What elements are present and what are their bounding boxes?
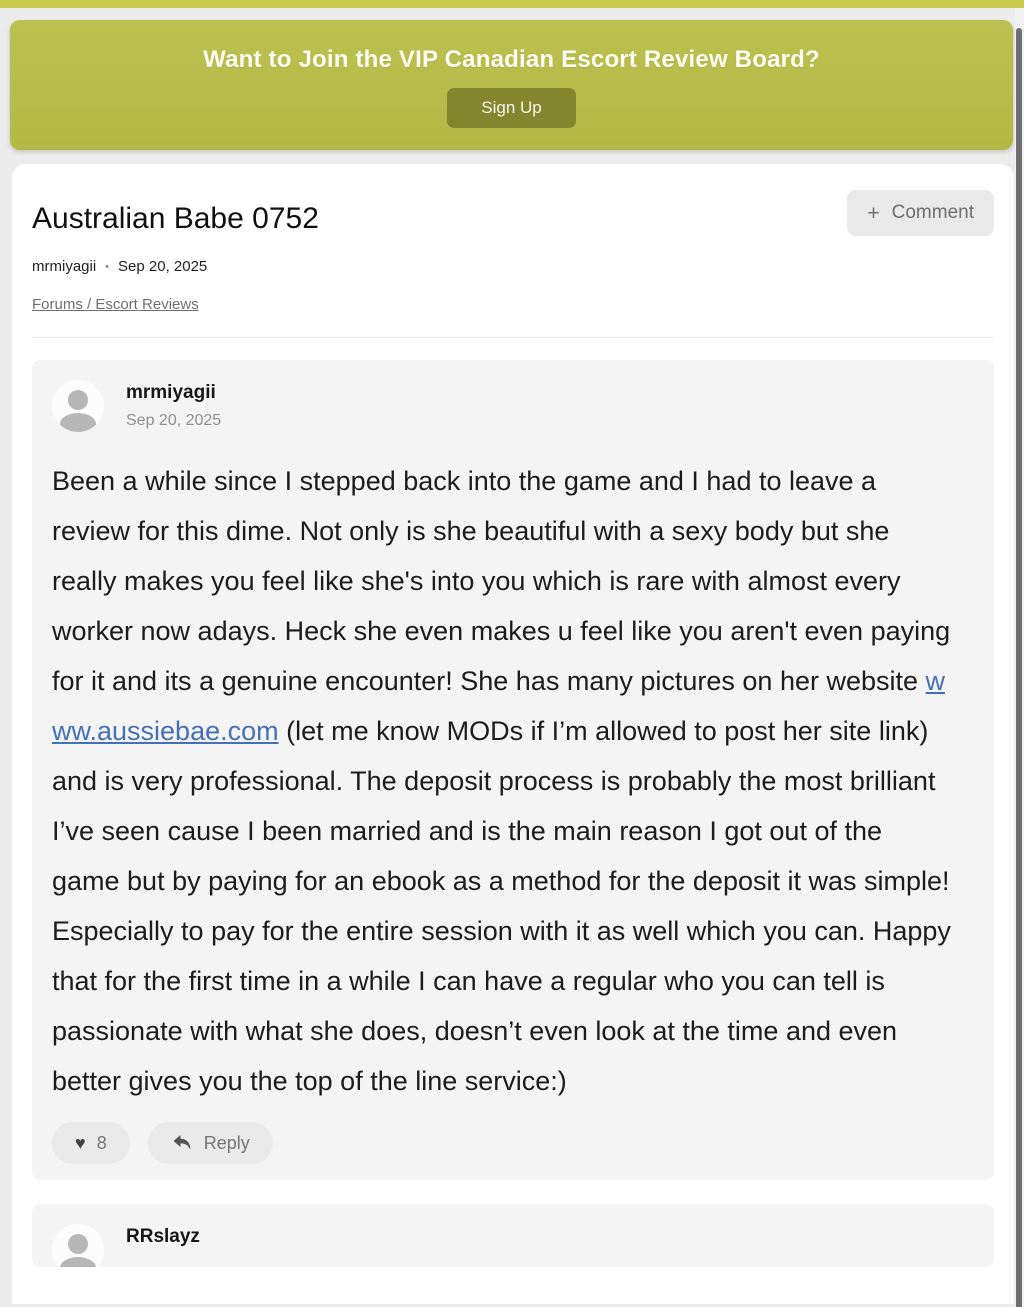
comment-button[interactable] — [847, 190, 994, 236]
banner-title: Want to Join the VIP Canadian Escort Review Board? — [203, 46, 820, 73]
vip-signup-banner — [10, 20, 1013, 150]
thread-byline — [32, 258, 994, 275]
thread-date: Sep 20, 2025 — [118, 258, 208, 275]
like-count: 8 — [96, 1132, 107, 1153]
post-card — [32, 360, 994, 1180]
heart-icon: ♥ — [75, 1133, 86, 1153]
post-header — [52, 1224, 974, 1267]
post-author[interactable]: mrmiyagii — [126, 382, 216, 403]
avatar-person-icon — [68, 390, 88, 410]
external-link[interactable]: www.aussiebae.com — [52, 666, 946, 746]
thread-page-card — [12, 164, 1014, 1304]
thread-header — [32, 190, 994, 236]
avatar[interactable] — [52, 1224, 104, 1267]
avatar[interactable] — [52, 380, 104, 432]
reply-button[interactable] — [148, 1122, 273, 1164]
page-title: Australian Babe 0752 — [32, 202, 319, 235]
sign-up-button[interactable]: Sign Up — [447, 88, 575, 128]
plus-icon: + — [867, 201, 880, 225]
like-button[interactable] — [52, 1122, 130, 1164]
breadcrumb[interactable]: Forums / Escort Reviews — [32, 296, 199, 313]
post-actions — [52, 1122, 974, 1164]
dot-separator-icon: • — [105, 260, 110, 273]
thread-author[interactable]: mrmiyagii — [32, 258, 97, 275]
post-body — [52, 456, 956, 1106]
post-author[interactable]: RRslayz — [126, 1226, 200, 1247]
avatar-person-icon — [68, 1234, 88, 1254]
post-text: (let me know MODs if I’m allowed to post her site link) and is very professional. The deposit process is probably the most brilliant I’ve seen cause I been married and is the main reason I got out of the game but by paying for an ebook as a method for the deposit it was simple! Especially to pay for the entire session with it as well which you can. Happy that for the first time in a while I can have a regular who you can tell is passionate with what she does, doesn’t even look at the time and even better gives you the top of the line service:) — [52, 716, 951, 1096]
post-text: Been a while since I stepped back into the game and I had to leave a review for this dime. Not only is she beautiful with a sexy body but she really makes you feel like she's into you which is rare with almost every worker now adays. Heck she even makes u feel like you aren't even paying for it and its a genuine encounter! She has many pictures on her website — [52, 466, 951, 696]
scrollbar-thumb[interactable] — [1016, 28, 1022, 1307]
comment-button-label: Comment — [891, 202, 974, 223]
divider — [32, 337, 994, 338]
top-accent-strip — [0, 0, 1024, 8]
scrollbar-track[interactable] — [1015, 8, 1024, 1307]
reply-button-label: Reply — [203, 1132, 250, 1153]
post-date: Sep 20, 2025 — [126, 412, 222, 429]
reply-arrow-icon — [171, 1133, 193, 1153]
post-card — [32, 1204, 994, 1267]
post-header — [52, 380, 974, 432]
